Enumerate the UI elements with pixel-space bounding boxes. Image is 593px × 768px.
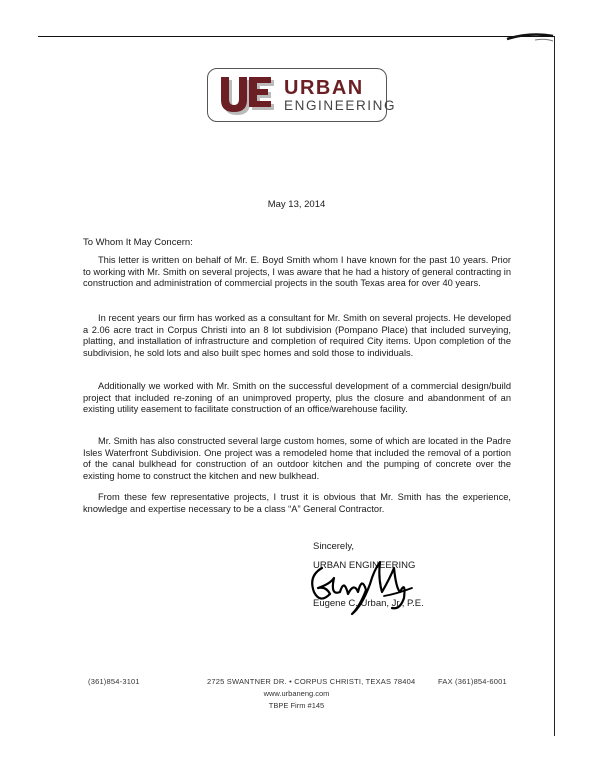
- paragraph-4: Mr. Smith has also constructed several large custom homes, some of which are located in the Padre Isles Waterfront Subdivision. One project was a remodeled home that included the removal of a portion of the canal bulkhead for construction of an outdoor kitchen and the pumping of concrete over the existing home to construct the kitchen and new bulkhead.: [83, 436, 511, 481]
- paragraph-2: In recent years our firm has worked as a consultant for Mr. Smith on several projects. He developed a 2.06 acre tract in Corpus Christi into an 8 lot subdivision (Pompano Place) that included surveying, platting, and installation of infrastructure and completion of required City items. Upon completion of the subdivision, he sold lots and also built spec homes and sold those to individuals.: [83, 313, 511, 358]
- paragraph-3: Additionally we worked with Mr. Smith on the successful development of a commercial design/build project that included re-zoning of an unimproved property, plus the closure and abandonment of an existing utility easement to facilitate construction of an office/warehouse facility.: [83, 381, 511, 414]
- logo-company-name: URBAN: [284, 77, 364, 99]
- page-curl-mark: [505, 30, 555, 44]
- scan-edge-top: [38, 36, 554, 37]
- company-line: URBAN ENGINEERING: [313, 560, 416, 571]
- paragraph-5: From these few representative projects, I trust it is obvious that Mr. Smith has the experience, knowledge and expertise necessary to be a class “A” General Contractor.: [83, 492, 511, 514]
- ue-monogram-logo: [219, 75, 279, 117]
- logo-subtitle: ENGINEERING: [284, 98, 397, 113]
- handwritten-signature: [300, 548, 420, 618]
- letter-date: May 13, 2014: [267, 199, 326, 210]
- salutation: To Whom It May Concern:: [83, 237, 193, 248]
- footer-address: 2725 SWANTNER DR. • CORPUS CHRISTI, TEXAS 78404: [207, 677, 416, 686]
- closing: Sincerely,: [313, 541, 355, 552]
- footer-fax: FAX (361)854-6001: [438, 677, 507, 686]
- scan-edge-right: [554, 36, 555, 736]
- company-logo: [207, 68, 397, 122]
- paragraph-1: This letter is written on behalf of Mr. E. Boyd Smith whom I have known for the past 10 years. Prior to working with Mr. Smith on several projects, I was aware that he had a history of general contracting in construction and administration of commercial projects in the south Texas area for over 40 years.: [83, 255, 511, 288]
- footer-website[interactable]: www.urbaneng.com: [263, 689, 330, 698]
- footer-phone: (361)854-3101: [88, 677, 140, 686]
- footer-firm-number: TBPE Firm #145: [268, 701, 325, 710]
- signer-name: Eugene C. Urban, Jr., P.E.: [313, 598, 424, 609]
